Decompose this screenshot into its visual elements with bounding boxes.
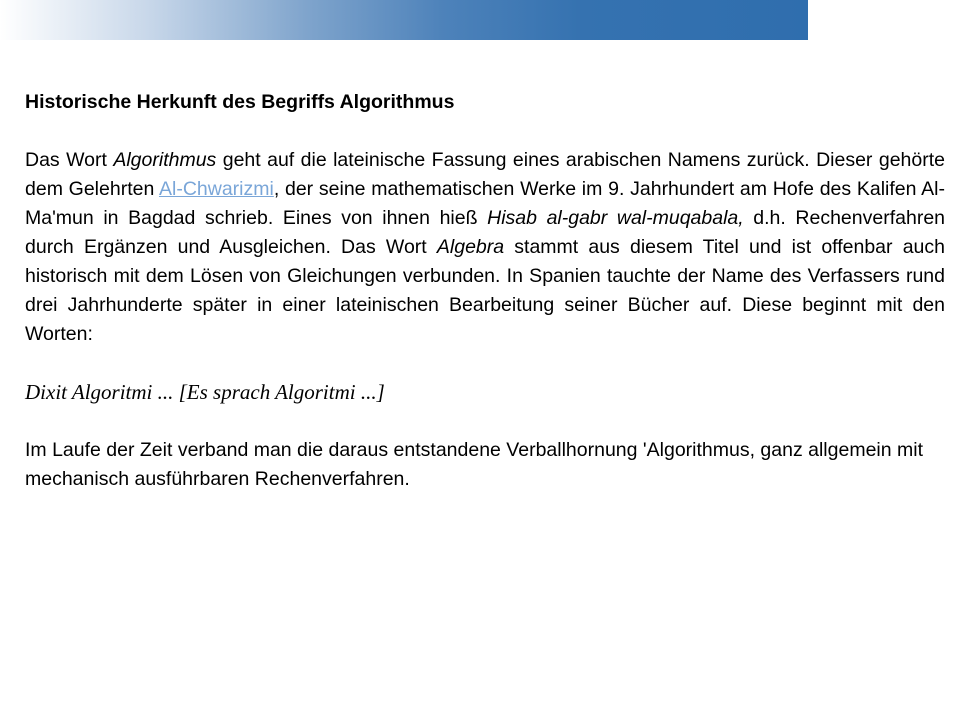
text-segment: Das Wort	[25, 149, 114, 171]
term-algebra: Algebra	[436, 236, 505, 258]
text-segment: d.h. Rechenverfahren durch Ergänzen und Ausgleichen. Das Wort	[25, 207, 946, 258]
text-segment: , der seine mathematischen Werke im 9. Jahrhundert am Hofe des Kalifen Al-Ma'mun in Bagdad schrieb. Eines von ihnen hieß	[25, 178, 945, 229]
header-gradient-banner	[0, 0, 808, 40]
intro-paragraph	[25, 146, 945, 349]
slide-content	[25, 88, 945, 494]
term-algorithmus: Algorithmus	[113, 149, 217, 171]
book-title: Hisab al-gabr wal-muqabala,	[487, 207, 744, 229]
text-segment: stammt aus diesem Titel und ist offenbar auch historisch mit dem Lösen von Gleichungen verbunden. In Spanien tauchte der Name des Verfassers rund drei Jahrhunderte später in einer lateinischen Bearbeitung seiner Bücher auf. Diese beginnt mit den Worten:	[25, 236, 945, 345]
page-title: Historische Herkunft des Begriffs Algorithmus	[25, 91, 455, 113]
closing-paragraph: Im Laufe der Zeit verband man die daraus entstandene Verballhornung 'Algorithmus, ganz allgemein mit mechanisch ausführbaren Rechenverfahren.	[25, 439, 923, 490]
latin-quote: Dixit Algoritmi ... [Es sprach Algoritmi ...]	[25, 380, 385, 404]
text-segment: geht auf die lateinische Fassung eines arabischen Namens zurück. Dieser gehörte dem Gelehrten	[25, 149, 945, 200]
al-chwarizmi-link[interactable]: Al-Chwarizmi	[158, 178, 274, 200]
